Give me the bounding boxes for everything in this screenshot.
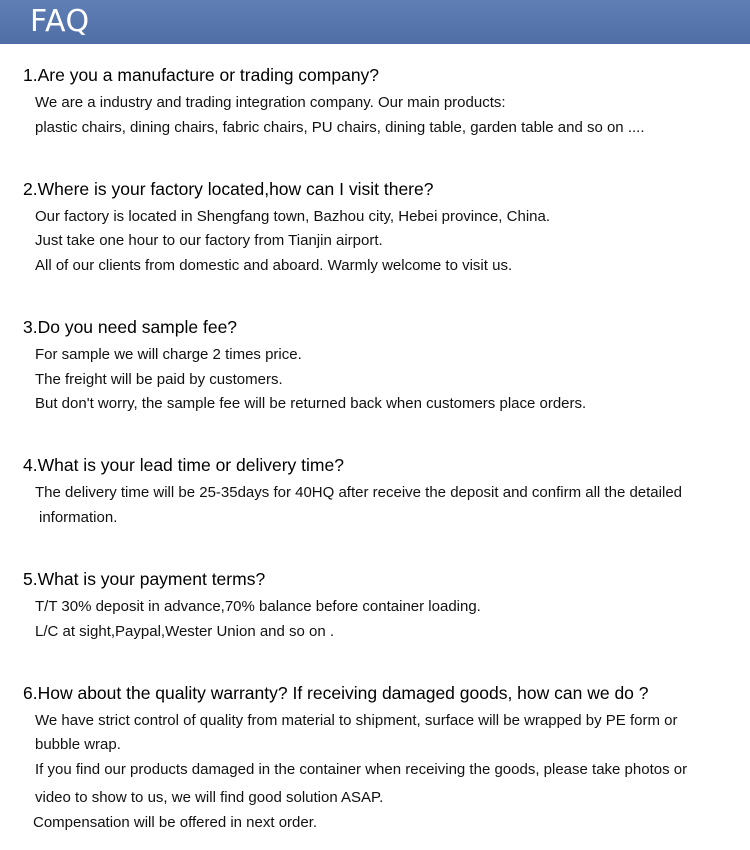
faq-answer-4-line-2: information. — [39, 509, 118, 526]
faq-answer-6-line-4: video to show to us, we will find good solution ASAP. — [35, 789, 384, 806]
faq-answer-2-line-1: Our factory is located in Shengfang town, Bazhou city, Hebei province, China. — [35, 208, 551, 225]
faq-question-1: 1.Are you a manufacture or trading company? — [23, 65, 380, 85]
faq-answer-6-line-3: If you find our products damaged in the container when receiving the goods, please take photos or — [35, 761, 688, 778]
faq-question-3: 3.Do you need sample fee? — [23, 317, 238, 337]
faq-answer-6-line-2: bubble wrap. — [35, 736, 121, 753]
faq-question-4: 4.What is your lead time or delivery time? — [23, 455, 344, 475]
faq-header — [0, 0, 750, 44]
faq-answer-1-line-2: plastic chairs, dining chairs, fabric chairs, PU chairs, dining table, garden table and so on .... — [35, 119, 645, 136]
faq-question-2: 2.Where is your factory located,how can I visit there? — [23, 179, 434, 199]
faq-question-6: 6.How about the quality warranty? If receiving damaged goods, how can we do ? — [23, 683, 649, 703]
faq-answer-4-line-1: The delivery time will be 25-35days for 40HQ after receive the deposit and confirm all the detailed — [35, 484, 682, 501]
faq-answer-5-line-2: L/C at sight,Paypal,Wester Union and so on . — [35, 623, 335, 640]
faq-answer-3-line-2: The freight will be paid by customers. — [35, 371, 283, 388]
faq-answer-2-line-3: All of our clients from domestic and aboard. Warmly welcome to visit us. — [35, 257, 513, 274]
faq-answer-3-line-1: For sample we will charge 2 times price. — [35, 346, 302, 363]
faq-answer-1-line-1: We are a industry and trading integration company. Our main products: — [35, 94, 506, 111]
page-title: FAQ — [30, 4, 90, 39]
faq-answer-6-line-5: Compensation will be offered in next order. — [33, 814, 318, 831]
faq-answer-6-line-1: We have strict control of quality from material to shipment, surface will be wrapped by PE form or — [35, 712, 678, 729]
faq-answer-5-line-1: T/T 30% deposit in advance,70% balance before container loading. — [35, 598, 481, 615]
faq-question-5: 5.What is your payment terms? — [23, 569, 266, 589]
faq-answer-2-line-2: Just take one hour to our factory from Tianjin airport. — [35, 232, 383, 249]
faq-answer-3-line-3: But don't worry, the sample fee will be returned back when customers place orders. — [35, 395, 587, 412]
